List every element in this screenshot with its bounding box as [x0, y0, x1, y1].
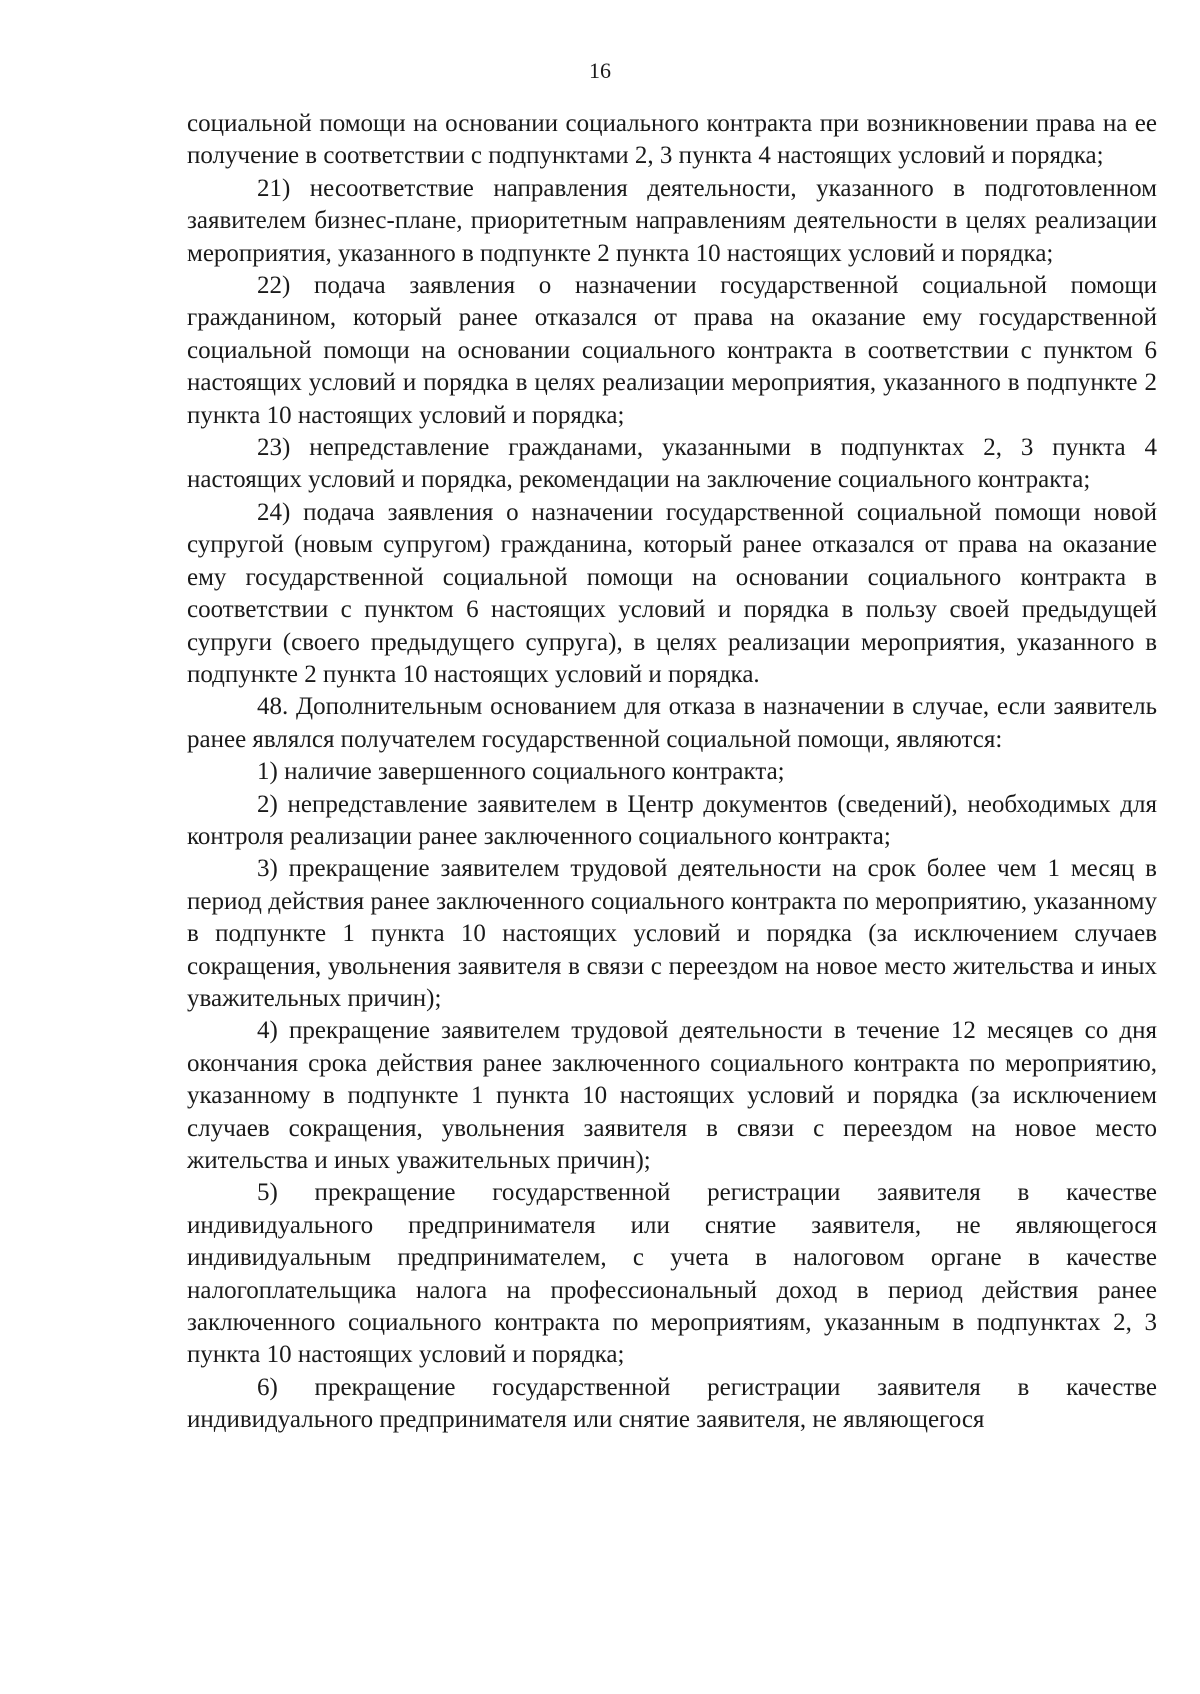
paragraph-subitem-3: 3) прекращение заявителем трудовой деятельности на срок более чем 1 месяц в период действия ранее заключенного социального контракта по мероприятию, указанному в подпункте 1 пункта 10 настоящих условий и порядка (за исключением случаев сокращения, увольнения заявителя в связи с переездом на новое место жительства и иных уважительных причин);: [187, 855, 1157, 1012]
paragraph-item-22: 22) подача заявления о назначении государственной социальной помощи гражданином, который ранее отказался от права на оказание ему государственной социальной помощи на основании социального контракта в соответствии с пунктом 6 настоящих условий и порядка в целях реализации мероприятия, указанного в подпункте 2 пункта 10 настоящих условий и порядка;: [187, 272, 1157, 429]
paragraph-subitem-5: 5) прекращение государственной регистрации заявителя в качестве индивидуального предпринимателя или снятие заявителя, не являющегося индивидуальным предпринимателем, с учета в налоговом органе в качестве налогоплательщика налога на профессиональный доход в период действия ранее заключенного социального контракта по мероприятиям, указанным в подпунктах 2, 3 пункта 10 настоящих условий и порядка;: [187, 1179, 1157, 1369]
paragraph-subitem-4: 4) прекращение заявителем трудовой деятельности в течение 12 месяцев со дня окончания срока действия ранее заключенного социального контракта по мероприятию, указанному в подпункте 1 пункта 10 настоящих условий и порядка (за исключением случаев сокращения, увольнения заявителя в связи с переездом на новое место жительства и иных уважительных причин);: [187, 1017, 1157, 1174]
paragraph-subitem-6: 6) прекращение государственной регистрации заявителя в качестве индивидуального предпринимателя или снятие заявителя, не являющегося: [187, 1373, 1157, 1434]
paragraph-continuation: социальной помощи на основании социального контракта при возникновении права на ее получение в соответствии с подпунктами 2, 3 пункта 4 настоящих условий и порядка;: [187, 110, 1157, 170]
page-number: 16: [589, 58, 611, 83]
document-body: [187, 108, 1157, 1437]
paragraph-item-23: 23) непредставление гражданами, указанными в подпунктах 2, 3 пункта 4 настоящих условий и порядка, рекомендации на заключение социального контракта;: [187, 434, 1157, 494]
paragraph-item-21: 21) несоответствие направления деятельности, указанного в подготовленном заявителем бизнес-плане, приоритетным направлениям деятельности в целях реализации мероприятия, указанного в подпункте 2 пункта 10 настоящих условий и порядка;: [187, 174, 1157, 267]
paragraph-subitem-2: 2) непредставление заявителем в Центр документов (сведений), необходимых для контроля реализации ранее заключенного социального контракта;: [187, 790, 1157, 850]
paragraph-subitem-1: 1) наличие завершенного социального контракта;: [257, 758, 785, 786]
paragraph-section-48: 48. Дополнительным основанием для отказа в назначении в случае, если заявитель ранее являлся получателем государственной социальной помощи, являются:: [187, 693, 1157, 753]
paragraph-item-24: 24) подача заявления о назначении государственной социальной помощи новой супругой (новым супругом) гражданина, который ранее отказался от права на оказание ему государственной социальной помощи на основании социального контракта в соответствии с пунктом 6 настоящих условий и порядка в пользу своей предыдущей супруги (своего предыдущего супруга), в целях реализации мероприятия, указанного в подпункте 2 пункта 10 настоящих условий и порядка.: [187, 498, 1157, 688]
